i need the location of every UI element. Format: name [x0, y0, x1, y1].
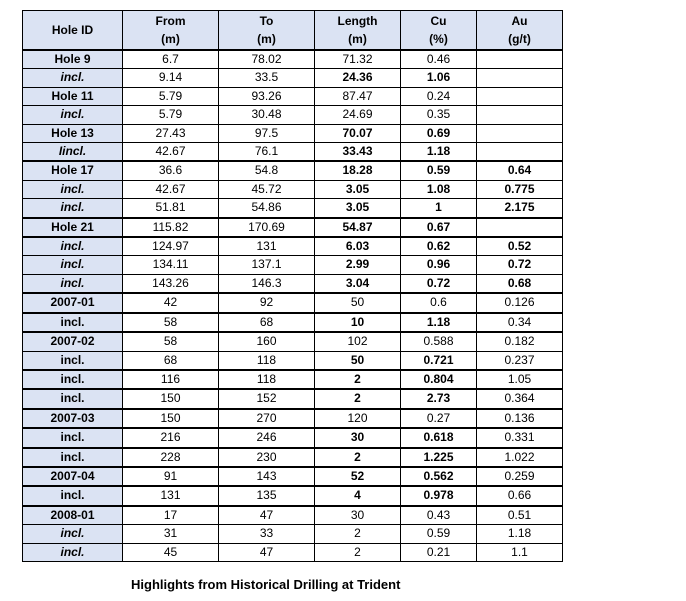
cell-cu: 0.618	[401, 428, 477, 447]
cell-from: 36.6	[123, 161, 219, 180]
table-row	[23, 143, 563, 162]
cell-to: 135	[219, 486, 315, 505]
header-label: Hole ID	[51, 23, 94, 37]
cell-to: 92	[219, 293, 315, 312]
cell-to: 54.86	[219, 199, 315, 218]
cell-from: 150	[123, 389, 219, 408]
cell-from: 58	[123, 332, 219, 351]
cell-to: 131	[219, 237, 315, 256]
cell-from: 116	[123, 370, 219, 389]
cell-from: 216	[123, 428, 219, 447]
cell-cu: 0.96	[401, 256, 477, 274]
cell-au: 0.259	[477, 467, 563, 486]
cell-cu: 2.73	[401, 389, 477, 408]
cell-from: 31	[123, 525, 219, 543]
cell-au	[477, 50, 563, 69]
table-row	[23, 69, 563, 87]
cell-au	[477, 218, 563, 237]
cell-hole-id: 2007-02	[23, 332, 123, 351]
cell-length: 54.87	[315, 218, 401, 237]
drilling-results-table	[22, 10, 563, 562]
cell-hole-id: incl.	[23, 525, 123, 543]
cell-hole-id: 2007-03	[23, 409, 123, 428]
cell-length: 33.43	[315, 143, 401, 162]
table-row	[23, 486, 563, 505]
cell-cu: 0.69	[401, 124, 477, 142]
cell-au: 0.34	[477, 313, 563, 332]
cell-to: 170.69	[219, 218, 315, 237]
cell-hole-id: incl.	[23, 274, 123, 293]
table-row	[23, 389, 563, 408]
table-row	[23, 237, 563, 256]
table-row	[23, 87, 563, 105]
cell-to: 137.1	[219, 256, 315, 274]
cell-cu: 1.18	[401, 143, 477, 162]
cell-cu: 0.6	[401, 293, 477, 312]
header-au	[477, 11, 563, 51]
cell-hole-id: incl.	[23, 486, 123, 505]
cell-hole-id: incl.	[23, 543, 123, 561]
cell-length: 30	[315, 506, 401, 525]
header-unit: (m)	[257, 32, 276, 46]
cell-au: 0.51	[477, 506, 563, 525]
cell-to: 33	[219, 525, 315, 543]
table-row	[23, 218, 563, 237]
cell-to: 230	[219, 448, 315, 467]
cell-to: 68	[219, 313, 315, 332]
cell-from: 17	[123, 506, 219, 525]
cell-cu: 0.978	[401, 486, 477, 505]
cell-from: 42.67	[123, 143, 219, 162]
table-row	[23, 370, 563, 389]
table-row	[23, 161, 563, 180]
table-caption: Highlights from Historical Drilling at Trident	[131, 577, 401, 592]
cell-au	[477, 143, 563, 162]
cell-from: 51.81	[123, 199, 219, 218]
table-body	[23, 50, 563, 561]
cell-to: 143	[219, 467, 315, 486]
header-label: Length	[337, 14, 378, 28]
cell-au: 0.66	[477, 486, 563, 505]
cell-to: 270	[219, 409, 315, 428]
cell-hole-id: Hole 17	[23, 161, 123, 180]
cell-au	[477, 106, 563, 124]
cell-to: 33.5	[219, 69, 315, 87]
header-to	[219, 11, 315, 51]
cell-au: 0.72	[477, 256, 563, 274]
cell-length: 2	[315, 543, 401, 561]
cell-cu: 0.21	[401, 543, 477, 561]
header-length	[315, 11, 401, 51]
cell-hole-id: 2008-01	[23, 506, 123, 525]
cell-length: 2	[315, 525, 401, 543]
cell-au: 0.331	[477, 428, 563, 447]
table-row	[23, 124, 563, 142]
cell-cu: 0.562	[401, 467, 477, 486]
cell-hole-id: incl.	[23, 106, 123, 124]
table-row	[23, 506, 563, 525]
cell-to: 152	[219, 389, 315, 408]
cell-to: 45.72	[219, 180, 315, 198]
cell-cu: 1	[401, 199, 477, 218]
cell-hole-id: incl.	[23, 237, 123, 256]
cell-hole-id: 2007-01	[23, 293, 123, 312]
header-unit: (m)	[348, 32, 367, 46]
cell-to: 146.3	[219, 274, 315, 293]
cell-from: 5.79	[123, 106, 219, 124]
cell-cu: 0.67	[401, 218, 477, 237]
cell-cu: 0.43	[401, 506, 477, 525]
cell-to: 246	[219, 428, 315, 447]
cell-hole-id: 2007-04	[23, 467, 123, 486]
cell-from: 91	[123, 467, 219, 486]
cell-length: 30	[315, 428, 401, 447]
cell-length: 2	[315, 370, 401, 389]
cell-from: 58	[123, 313, 219, 332]
cell-length: 24.36	[315, 69, 401, 87]
cell-length: 120	[315, 409, 401, 428]
table-header	[23, 11, 563, 51]
cell-to: 93.26	[219, 87, 315, 105]
cell-cu: 0.62	[401, 237, 477, 256]
cell-to: 30.48	[219, 106, 315, 124]
cell-cu: 0.804	[401, 370, 477, 389]
header-unit: (m)	[161, 32, 180, 46]
cell-hole-id: incl.	[23, 199, 123, 218]
cell-hole-id: incl.	[23, 448, 123, 467]
cell-from: 143.26	[123, 274, 219, 293]
cell-length: 2	[315, 448, 401, 467]
header-label: Au	[511, 14, 528, 28]
cell-cu: 1.06	[401, 69, 477, 87]
cell-hole-id: incl.	[23, 69, 123, 87]
cell-to: 47	[219, 506, 315, 525]
cell-hole-id: Hole 13	[23, 124, 123, 142]
cell-length: 50	[315, 351, 401, 370]
cell-length: 52	[315, 467, 401, 486]
cell-cu: 1.18	[401, 313, 477, 332]
table-row	[23, 106, 563, 124]
cell-cu: 0.35	[401, 106, 477, 124]
cell-length: 3.05	[315, 180, 401, 198]
cell-to: 160	[219, 332, 315, 351]
table-row	[23, 180, 563, 198]
cell-from: 45	[123, 543, 219, 561]
table-row	[23, 543, 563, 561]
cell-cu: 1.225	[401, 448, 477, 467]
cell-hole-id: incl.	[23, 370, 123, 389]
table-row	[23, 50, 563, 69]
cell-length: 70.07	[315, 124, 401, 142]
cell-au: 0.775	[477, 180, 563, 198]
table-row	[23, 293, 563, 312]
cell-au	[477, 87, 563, 105]
cell-au: 1.18	[477, 525, 563, 543]
header-cu	[401, 11, 477, 51]
cell-from: 42	[123, 293, 219, 312]
cell-length: 18.28	[315, 161, 401, 180]
table-row	[23, 313, 563, 332]
cell-length: 71.32	[315, 50, 401, 69]
cell-au: 0.237	[477, 351, 563, 370]
cell-hole-id: Hole 11	[23, 87, 123, 105]
cell-au	[477, 69, 563, 87]
cell-au: 0.126	[477, 293, 563, 312]
cell-from: 5.79	[123, 87, 219, 105]
cell-from: 150	[123, 409, 219, 428]
table-row	[23, 428, 563, 447]
cell-hole-id: incl.	[23, 256, 123, 274]
table-row	[23, 274, 563, 293]
cell-au: 1.1	[477, 543, 563, 561]
cell-hole-id: incl.	[23, 180, 123, 198]
cell-cu: 0.588	[401, 332, 477, 351]
cell-cu: 0.721	[401, 351, 477, 370]
cell-from: 27.43	[123, 124, 219, 142]
cell-au: 0.64	[477, 161, 563, 180]
cell-length: 6.03	[315, 237, 401, 256]
cell-from: 42.67	[123, 180, 219, 198]
header-hole-id	[23, 11, 123, 51]
header-unit: (%)	[429, 32, 448, 46]
table-row	[23, 256, 563, 274]
header-label: From	[155, 14, 186, 28]
cell-au: 1.022	[477, 448, 563, 467]
cell-to: 118	[219, 351, 315, 370]
table-row	[23, 351, 563, 370]
cell-length: 50	[315, 293, 401, 312]
cell-from: 131	[123, 486, 219, 505]
cell-cu: 0.46	[401, 50, 477, 69]
cell-from: 9.14	[123, 69, 219, 87]
cell-hole-id: incl.	[23, 313, 123, 332]
cell-to: 54.8	[219, 161, 315, 180]
cell-length: 10	[315, 313, 401, 332]
cell-from: 134.11	[123, 256, 219, 274]
cell-length: 2.99	[315, 256, 401, 274]
cell-from: 228	[123, 448, 219, 467]
cell-au: 0.52	[477, 237, 563, 256]
table-row	[23, 199, 563, 218]
cell-cu: 0.24	[401, 87, 477, 105]
cell-from: 115.82	[123, 218, 219, 237]
cell-length: 2	[315, 389, 401, 408]
cell-hole-id: Hole 9	[23, 50, 123, 69]
table-row	[23, 525, 563, 543]
cell-length: 3.05	[315, 199, 401, 218]
cell-au: 0.364	[477, 389, 563, 408]
cell-au: 0.136	[477, 409, 563, 428]
table-row	[23, 467, 563, 486]
table-row	[23, 332, 563, 351]
table-row	[23, 448, 563, 467]
table-row	[23, 409, 563, 428]
header-unit: (g/t)	[508, 32, 531, 46]
cell-length: 24.69	[315, 106, 401, 124]
cell-from: 68	[123, 351, 219, 370]
cell-from: 6.7	[123, 50, 219, 69]
cell-au: 1.05	[477, 370, 563, 389]
cell-to: 78.02	[219, 50, 315, 69]
cell-to: 97.5	[219, 124, 315, 142]
cell-length: 4	[315, 486, 401, 505]
header-label: Cu	[430, 14, 447, 28]
cell-length: 3.04	[315, 274, 401, 293]
cell-cu: 1.08	[401, 180, 477, 198]
cell-cu: 0.59	[401, 525, 477, 543]
header-label: To	[259, 14, 274, 28]
cell-length: 102	[315, 332, 401, 351]
header-from	[123, 11, 219, 51]
cell-hole-id: incl.	[23, 428, 123, 447]
cell-length: 87.47	[315, 87, 401, 105]
cell-to: 76.1	[219, 143, 315, 162]
cell-hole-id: incl.	[23, 351, 123, 370]
cell-au: 2.175	[477, 199, 563, 218]
header-row	[23, 11, 563, 51]
cell-hole-id: incl.	[23, 389, 123, 408]
cell-cu: 0.59	[401, 161, 477, 180]
cell-hole-id: Iincl.	[23, 143, 123, 162]
cell-from: 124.97	[123, 237, 219, 256]
cell-hole-id: Hole 21	[23, 218, 123, 237]
cell-to: 47	[219, 543, 315, 561]
cell-au: 0.182	[477, 332, 563, 351]
cell-au: 0.68	[477, 274, 563, 293]
cell-cu: 0.27	[401, 409, 477, 428]
cell-au	[477, 124, 563, 142]
cell-cu: 0.72	[401, 274, 477, 293]
cell-to: 118	[219, 370, 315, 389]
